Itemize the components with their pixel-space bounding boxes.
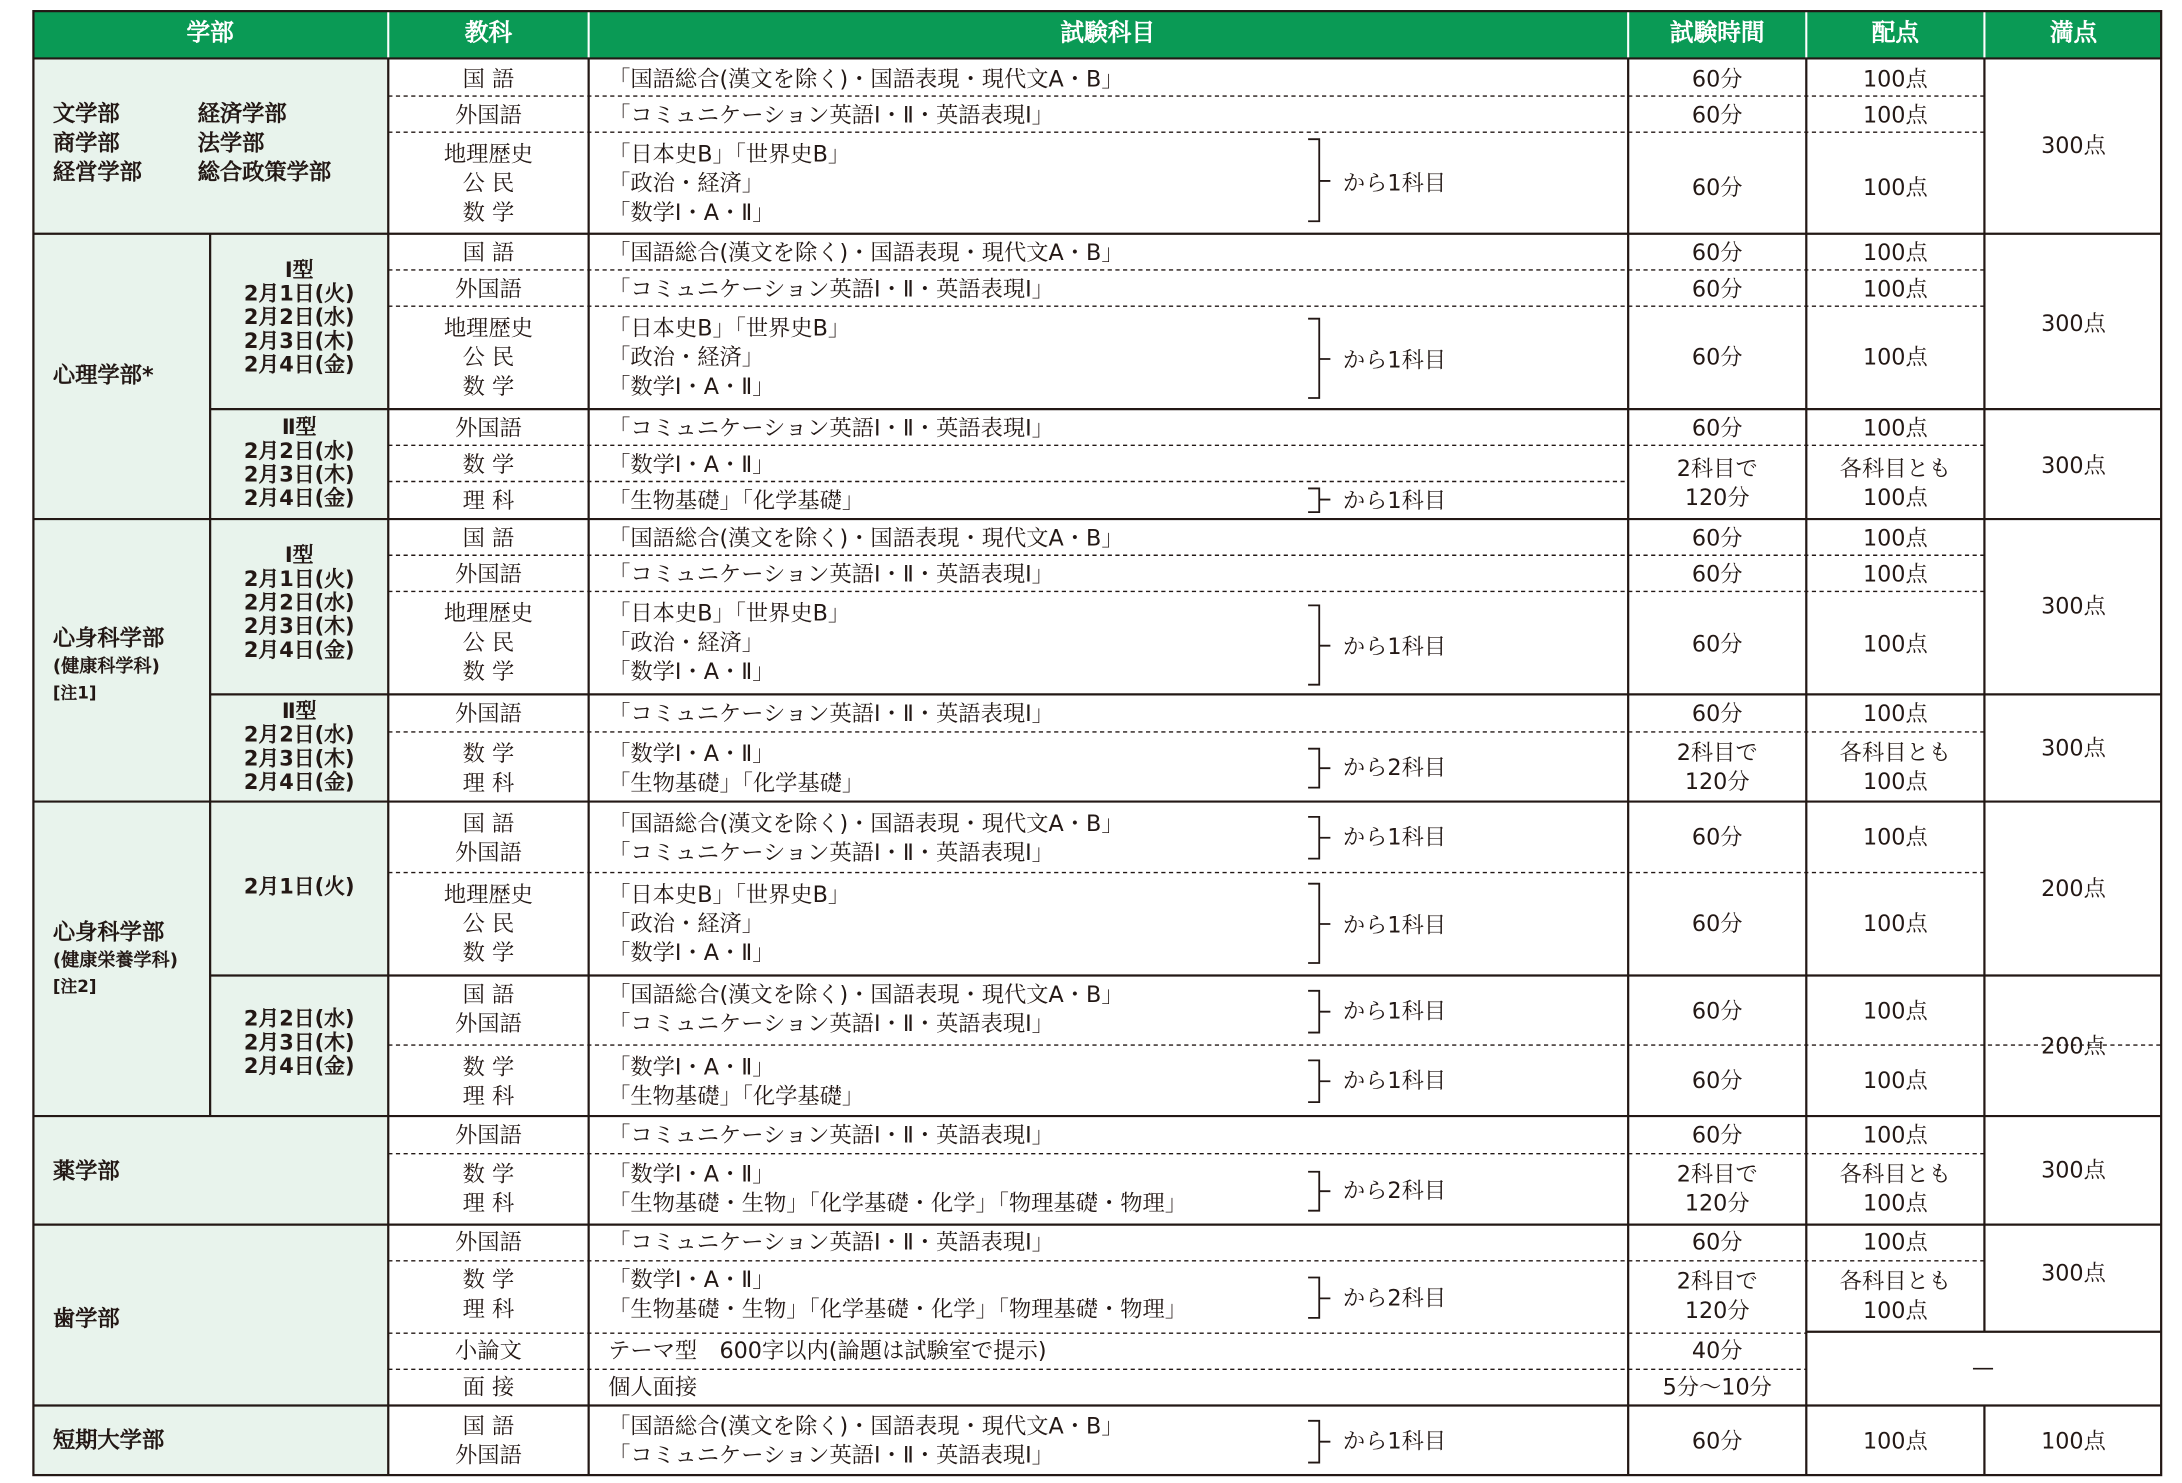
time-cell: 2科目で bbox=[1676, 1267, 1758, 1295]
subject-cell: 国 語 bbox=[462, 1412, 515, 1439]
subject-cell: 国 語 bbox=[462, 239, 515, 266]
choice-label: から2科目 bbox=[1342, 754, 1447, 781]
time-cell: 120分 bbox=[1684, 1296, 1750, 1324]
exam-cell: 「国語総合(漢文を除く)・国語表現・現代文A・B」 bbox=[608, 239, 1124, 266]
exam-cell: 「国語総合(漢文を除く)・国語表現・現代文A・B」 bbox=[608, 65, 1124, 92]
exam-cell: 「コミュニケーション英語Ⅰ・Ⅱ・英語表現Ⅰ」 bbox=[608, 699, 1054, 727]
time-cell: 120分 bbox=[1684, 484, 1750, 511]
points-cell: 100点 bbox=[1862, 173, 1928, 201]
subject-cell: 数 学 bbox=[462, 372, 515, 400]
points-cell: 100点 bbox=[1862, 1189, 1928, 1217]
subject-cell: 地理歴史 bbox=[443, 140, 533, 167]
time-cell: 60分 bbox=[1691, 239, 1743, 266]
exam-date: 2月3日(木) bbox=[243, 613, 355, 639]
time-cell: 60分 bbox=[1691, 65, 1743, 92]
exam-cell: 「日本史B」「世界史B」 bbox=[608, 880, 851, 908]
exam-cell: 「政治・経済」 bbox=[608, 343, 765, 371]
points-cell: 100点 bbox=[1862, 524, 1928, 552]
header-points: 配点 bbox=[1871, 19, 1920, 48]
exam-cell: 「数学Ⅰ・A・Ⅱ」 bbox=[608, 1053, 775, 1080]
subject-cell: 数 学 bbox=[462, 450, 515, 478]
subject-cell: 理 科 bbox=[462, 487, 515, 514]
dept-mindbody-health-sub: (健康科学科) bbox=[52, 656, 160, 678]
exam-cell: 「コミュニケーション英語Ⅰ・Ⅱ・英語表現Ⅰ」 bbox=[608, 1010, 1054, 1037]
time-cell: 60分 bbox=[1691, 1121, 1743, 1149]
exam-cell: 「国語総合(漢文を除く)・国語表現・現代文A・B」 bbox=[608, 981, 1124, 1008]
choice-label: から1科目 bbox=[1342, 997, 1447, 1025]
points-cell: 100点 bbox=[1862, 560, 1928, 588]
exam-cell: 「コミュニケーション英語Ⅰ・Ⅱ・英語表現Ⅰ」 bbox=[608, 1121, 1054, 1149]
exam-cell: 個人面接 bbox=[608, 1373, 698, 1400]
exam-cell: 「数学Ⅰ・A・Ⅱ」 bbox=[608, 658, 775, 685]
exam-date: 2月2日(水) bbox=[243, 590, 355, 616]
subject-cell: 国 語 bbox=[462, 524, 515, 552]
points-cell: 100点 bbox=[1862, 1427, 1928, 1455]
exam-cell: 「日本史B」「世界史B」 bbox=[608, 599, 851, 627]
subject-cell: 国 語 bbox=[462, 981, 515, 1008]
type-label: Ⅱ型 bbox=[281, 698, 317, 724]
exam-date: 2月4日(金) bbox=[243, 637, 355, 663]
subject-cell: 外国語 bbox=[455, 101, 522, 129]
exam-cell: 「数学Ⅰ・A・Ⅱ」 bbox=[608, 740, 775, 767]
dept-pharmacy: 薬学部 bbox=[52, 1157, 120, 1185]
exam-cell: テーマ型 600字以内(論題は試験室で提示) bbox=[608, 1337, 1047, 1364]
subject-cell: 地理歴史 bbox=[443, 314, 533, 341]
exam-cell: 「国語総合(漢文を除く)・国語表現・現代文A・B」 bbox=[608, 1412, 1124, 1439]
choice-label: から1科目 bbox=[1342, 169, 1447, 197]
exam-date: 2月2日(水) bbox=[243, 304, 355, 330]
note-2: [注2] bbox=[52, 976, 97, 997]
dept-commerce: 商学部 bbox=[52, 129, 120, 156]
subject-cell: 外国語 bbox=[455, 560, 522, 588]
points-cell: 100点 bbox=[1862, 997, 1928, 1025]
dept-literature: 文学部 bbox=[52, 100, 120, 127]
full-marks-cell: 300点 bbox=[2041, 592, 2106, 620]
choice-label: から2科目 bbox=[1342, 1177, 1447, 1204]
subject-cell: 公 民 bbox=[462, 910, 515, 937]
full-marks-cell: 300点 bbox=[2041, 734, 2106, 762]
subject-cell: 数 学 bbox=[462, 1160, 515, 1188]
choice-label: から2科目 bbox=[1342, 1284, 1447, 1311]
exam-date: 2月3日(木) bbox=[243, 328, 355, 354]
exam-date: 2月4日(金) bbox=[243, 769, 355, 795]
exam-date: 2月3日(木) bbox=[243, 462, 355, 488]
time-cell: 60分 bbox=[1691, 1067, 1743, 1094]
time-cell: 60分 bbox=[1691, 173, 1743, 201]
exam-cell: 「生物基礎」「化学基礎」 bbox=[608, 769, 865, 796]
exam-cell: 「コミュニケーション英語Ⅰ・Ⅱ・英語表現Ⅰ」 bbox=[608, 1441, 1054, 1469]
dept-law: 法学部 bbox=[197, 129, 265, 156]
points-cell: 100点 bbox=[1862, 823, 1928, 851]
time-cell: 60分 bbox=[1691, 910, 1743, 937]
dept-management: 経営学部 bbox=[52, 158, 142, 186]
exam-cell: 「コミュニケーション英語Ⅰ・Ⅱ・英語表現Ⅰ」 bbox=[608, 1228, 1054, 1256]
header-dept: 学部 bbox=[186, 19, 234, 48]
header-full: 満点 bbox=[2049, 19, 2098, 48]
exam-date: 2月2日(水) bbox=[243, 722, 355, 748]
time-cell: 120分 bbox=[1684, 768, 1750, 795]
points-cell: 100点 bbox=[1862, 910, 1928, 937]
choice-label: から1科目 bbox=[1342, 1067, 1447, 1094]
dept-psychology: 心理学部* bbox=[52, 361, 154, 389]
time-cell: 60分 bbox=[1691, 524, 1743, 552]
header-subject: 教科 bbox=[464, 19, 513, 48]
time-cell: 60分 bbox=[1691, 343, 1743, 371]
subject-cell: 理 科 bbox=[462, 1082, 515, 1110]
exam-cell: 「生物基礎・生物」「化学基礎・化学」「物理基礎・物理」 bbox=[608, 1295, 1188, 1323]
subject-cell: 理 科 bbox=[462, 1295, 515, 1323]
subject-cell: 外国語 bbox=[455, 699, 522, 727]
exam-cell: 「生物基礎」「化学基礎」 bbox=[608, 487, 865, 514]
points-cell: 100点 bbox=[1862, 484, 1928, 511]
exam-date: 2月1日(火) bbox=[243, 566, 355, 592]
time-cell: 120分 bbox=[1684, 1189, 1750, 1217]
full-marks-cell: 300点 bbox=[2041, 1156, 2106, 1183]
time-cell: 60分 bbox=[1691, 414, 1743, 442]
choice-label: から1科目 bbox=[1342, 487, 1447, 514]
dept-junior-college: 短期大学部 bbox=[52, 1426, 165, 1453]
full-marks-cell: 300点 bbox=[2041, 132, 2106, 159]
exam-cell: 「日本史B」「世界史B」 bbox=[608, 314, 851, 341]
points-cell: 各科目とも bbox=[1839, 738, 1952, 766]
subject-cell: 公 民 bbox=[462, 629, 515, 656]
exam-date: 2月3日(木) bbox=[243, 745, 355, 771]
full-marks-cell: 100点 bbox=[2041, 1427, 2106, 1455]
header-exam: 試験科目 bbox=[1060, 19, 1156, 48]
subject-cell: 数 学 bbox=[462, 740, 515, 767]
subject-cell: 外国語 bbox=[455, 1121, 522, 1149]
time-cell: 60分 bbox=[1691, 997, 1743, 1025]
points-cell: 100点 bbox=[1862, 343, 1928, 371]
subject-cell: 外国語 bbox=[455, 1441, 522, 1469]
points-cell: 100点 bbox=[1862, 768, 1928, 795]
exam-cell: 「生物基礎」「化学基礎」 bbox=[608, 1082, 865, 1110]
time-cell: 2科目で bbox=[1676, 1160, 1758, 1188]
type-label: Ⅰ型 bbox=[284, 542, 314, 568]
exam-date: 2月4日(金) bbox=[243, 352, 355, 378]
exam-cell: 「コミュニケーション英語Ⅰ・Ⅱ・英語表現Ⅰ」 bbox=[608, 414, 1054, 442]
points-cell: 100点 bbox=[1862, 101, 1928, 129]
subject-cell: 数 学 bbox=[462, 1053, 515, 1080]
time-cell: 60分 bbox=[1691, 823, 1743, 851]
subject-cell: 数 学 bbox=[462, 939, 515, 966]
time-cell: 60分 bbox=[1691, 699, 1743, 727]
dept-policy: 総合政策学部 bbox=[197, 158, 332, 186]
type-label: Ⅱ型 bbox=[281, 414, 317, 440]
subject-cell: 数 学 bbox=[462, 1266, 515, 1293]
exam-cell: 「日本史B」「世界史B」 bbox=[608, 140, 851, 167]
time-cell: 60分 bbox=[1691, 101, 1743, 129]
exam-cell: 「数学Ⅰ・A・Ⅱ」 bbox=[608, 372, 775, 400]
subject-cell: 理 科 bbox=[462, 1189, 515, 1217]
subject-cell: 公 民 bbox=[462, 343, 515, 371]
time-cell: 40分 bbox=[1691, 1337, 1743, 1364]
exam-date: 2月4日(金) bbox=[243, 1053, 355, 1079]
subject-cell: 外国語 bbox=[455, 414, 522, 442]
choice-label: から1科目 bbox=[1342, 823, 1447, 851]
exam-cell: 「コミュニケーション英語Ⅰ・Ⅱ・英語表現Ⅰ」 bbox=[608, 275, 1054, 302]
points-cell: 各科目とも bbox=[1839, 1160, 1952, 1188]
dept-mindbody-nutrition: 心身科学部 bbox=[52, 918, 165, 945]
points-cell: 100点 bbox=[1862, 65, 1928, 92]
points-cell: 100点 bbox=[1862, 1296, 1928, 1324]
subject-cell: 面 接 bbox=[462, 1373, 515, 1400]
exam-cell: 「生物基礎・生物」「化学基礎・化学」「物理基礎・物理」 bbox=[608, 1189, 1188, 1217]
type-label: Ⅰ型 bbox=[284, 257, 314, 283]
points-cell: 各科目とも bbox=[1839, 1267, 1952, 1295]
subject-cell: 理 科 bbox=[462, 769, 515, 796]
subject-cell: 国 語 bbox=[462, 65, 515, 92]
subject-cell: 外国語 bbox=[455, 839, 522, 866]
exam-cell: 「国語総合(漢文を除く)・国語表現・現代文A・B」 bbox=[608, 809, 1124, 837]
subject-cell: 地理歴史 bbox=[443, 880, 533, 908]
points-cell: 100点 bbox=[1862, 1228, 1928, 1256]
exam-cell: 「政治・経済」 bbox=[608, 629, 765, 656]
points-cell: 100点 bbox=[1862, 1067, 1928, 1094]
choice-label: から1科目 bbox=[1342, 1427, 1447, 1455]
exam-cell: 「政治・経済」 bbox=[608, 169, 765, 197]
exam-date: 2月1日(火) bbox=[243, 873, 355, 899]
exam-cell: 「数学Ⅰ・A・Ⅱ」 bbox=[608, 1266, 775, 1293]
points-cell: 100点 bbox=[1862, 275, 1928, 302]
exam-date: 2月4日(金) bbox=[243, 485, 355, 511]
subject-cell: 外国語 bbox=[455, 1010, 522, 1037]
dept-dentistry: 歯学部 bbox=[52, 1305, 120, 1332]
points-cell: 100点 bbox=[1862, 1121, 1928, 1149]
time-cell: 2科目で bbox=[1676, 738, 1758, 766]
exam-date: 2月3日(木) bbox=[243, 1029, 355, 1055]
dept-economics: 経済学部 bbox=[197, 100, 287, 127]
exam-cell: 「コミュニケーション英語Ⅰ・Ⅱ・英語表現Ⅰ」 bbox=[608, 839, 1054, 866]
choice-label: から1科目 bbox=[1342, 633, 1447, 660]
dept-mindbody-nutrition-sub: (健康栄養学科) bbox=[52, 950, 178, 972]
subject-cell: 公 民 bbox=[462, 169, 515, 197]
choice-label: から1科目 bbox=[1342, 911, 1447, 938]
time-cell: 60分 bbox=[1691, 1228, 1743, 1256]
points-cell: 各科目とも bbox=[1839, 455, 1952, 482]
dept-mindbody-health: 心身科学部 bbox=[52, 624, 165, 652]
subject-cell: 国 語 bbox=[462, 809, 515, 837]
points-cell: 100点 bbox=[1862, 239, 1928, 266]
subject-cell: 小論文 bbox=[455, 1337, 522, 1364]
exam-cell: 「数学Ⅰ・A・Ⅱ」 bbox=[608, 939, 775, 966]
subject-cell: 外国語 bbox=[455, 1228, 522, 1256]
full-marks-cell: 200点 bbox=[2041, 1032, 2106, 1060]
subject-cell: 地理歴史 bbox=[443, 599, 533, 627]
points-cell: 100点 bbox=[1862, 414, 1928, 442]
time-cell: 60分 bbox=[1691, 560, 1743, 588]
subject-cell: 外国語 bbox=[455, 275, 522, 302]
exam-cell: 「コミュニケーション英語Ⅰ・Ⅱ・英語表現Ⅰ」 bbox=[608, 101, 1054, 129]
exam-date: 2月1日(火) bbox=[243, 281, 355, 307]
time-cell: 60分 bbox=[1691, 1427, 1743, 1455]
exam-cell: 「国語総合(漢文を除く)・国語表現・現代文A・B」 bbox=[608, 524, 1124, 552]
points-dash: — bbox=[1971, 1354, 1995, 1381]
points-cell: 100点 bbox=[1862, 630, 1928, 657]
exam-cell: 「数学Ⅰ・A・Ⅱ」 bbox=[608, 198, 775, 226]
exam-date: 2月2日(水) bbox=[243, 438, 355, 464]
exam-cell: 「政治・経済」 bbox=[608, 910, 765, 937]
note-1: [注1] bbox=[52, 683, 97, 703]
time-cell: 2科目で bbox=[1676, 455, 1758, 482]
time-cell: 5分〜10分 bbox=[1662, 1373, 1772, 1400]
points-cell: 100点 bbox=[1862, 699, 1928, 727]
exam-cell: 「コミュニケーション英語Ⅰ・Ⅱ・英語表現Ⅰ」 bbox=[608, 560, 1054, 588]
time-cell: 60分 bbox=[1691, 630, 1743, 657]
subject-cell: 数 学 bbox=[462, 198, 515, 226]
exam-date: 2月2日(水) bbox=[243, 1006, 355, 1032]
exam-cell: 「数学Ⅰ・A・Ⅱ」 bbox=[608, 1160, 775, 1188]
choice-label: から1科目 bbox=[1342, 346, 1447, 373]
full-marks-cell: 300点 bbox=[2041, 452, 2106, 479]
header-time: 試験時間 bbox=[1669, 19, 1765, 48]
full-marks-cell: 200点 bbox=[2041, 875, 2106, 902]
subject-cell: 数 学 bbox=[462, 658, 515, 685]
exam-cell: 「数学Ⅰ・A・Ⅱ」 bbox=[608, 450, 775, 478]
full-marks-cell: 300点 bbox=[2041, 310, 2106, 337]
time-cell: 60分 bbox=[1691, 275, 1743, 302]
full-marks-cell: 300点 bbox=[2041, 1259, 2106, 1286]
